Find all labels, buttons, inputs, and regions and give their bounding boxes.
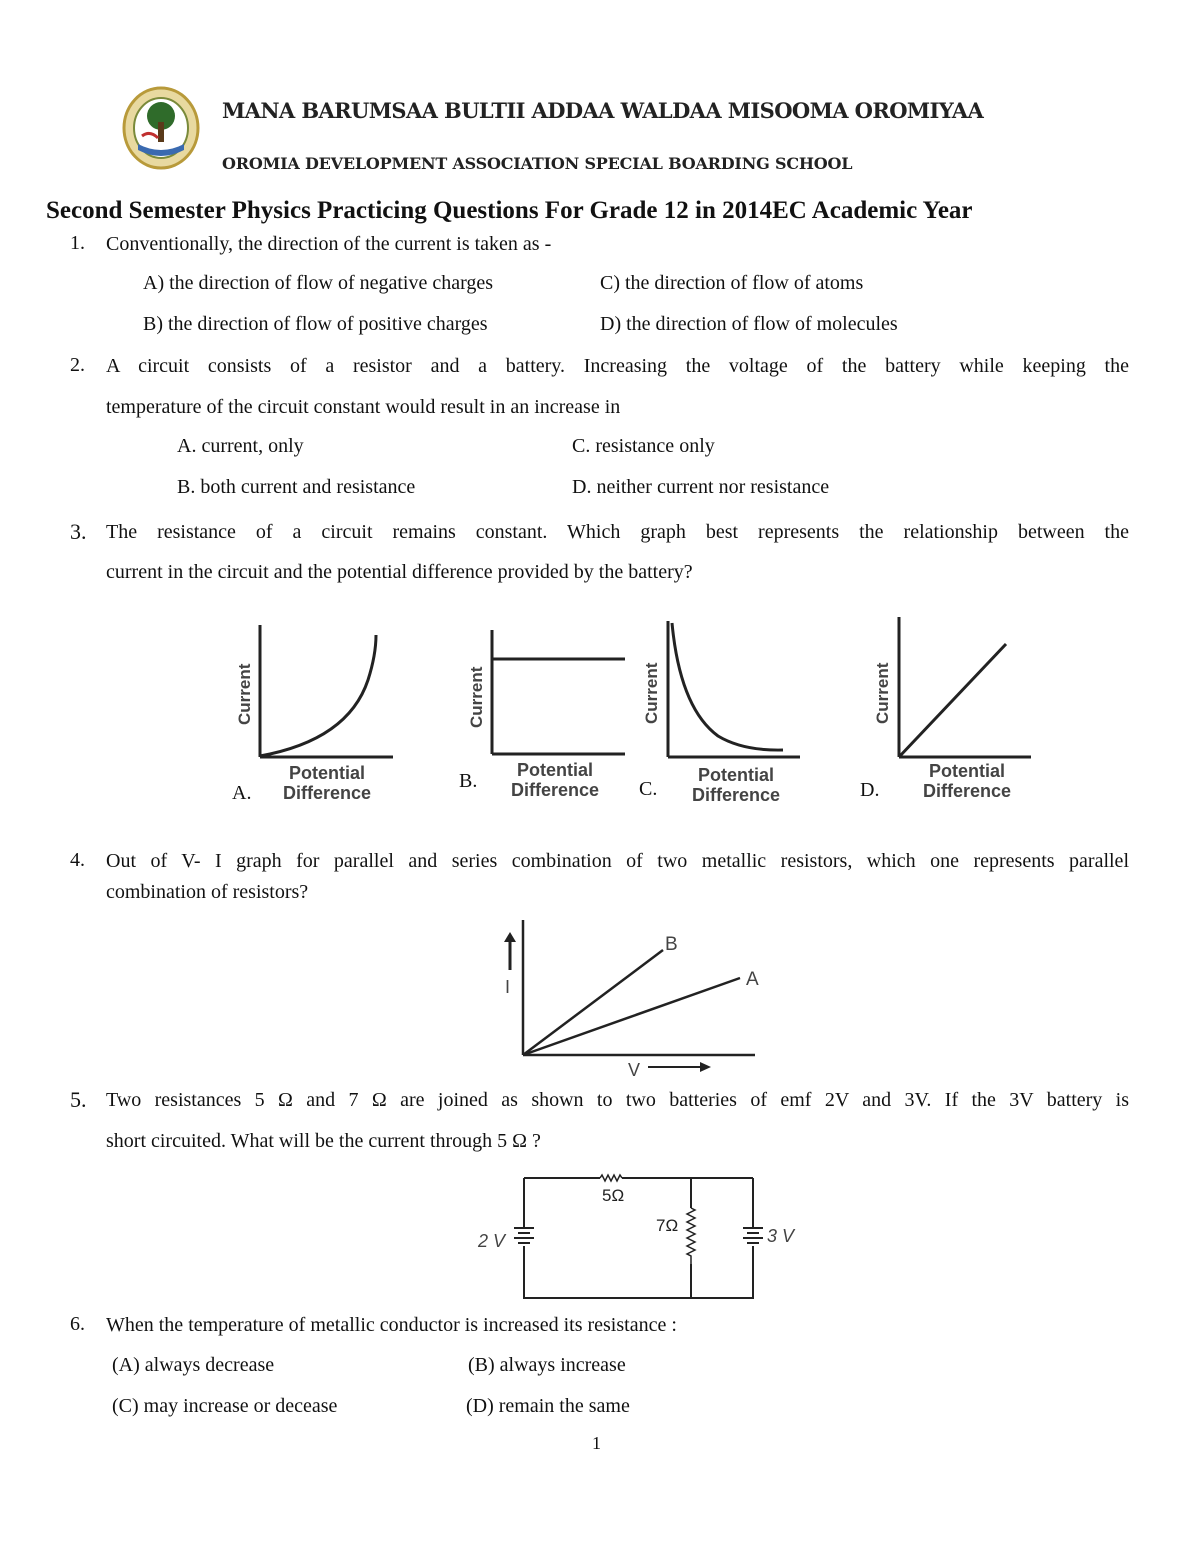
graph-b: [460, 620, 630, 765]
q2-number: 2.: [70, 354, 85, 376]
resistor-5-ohm: [600, 1175, 622, 1181]
q4-line-2: combination of resistors?: [106, 881, 309, 903]
graph-a-letter: A.: [232, 782, 252, 804]
q4-number: 4.: [70, 849, 85, 871]
vi-graph: [495, 918, 775, 1080]
graph-d-xlabel: Potential Difference: [922, 761, 1012, 801]
graph-c-ylabel: Current: [642, 662, 661, 724]
header-line-1: MANA BARUMSAA BULTII ADDAA WALDAA MISOOMA OROMIYAA: [222, 98, 984, 123]
i-axis-label: I: [505, 977, 511, 997]
q2-option-c: C. resistance only: [572, 435, 715, 457]
graph-c: [638, 618, 808, 763]
school-logo: [122, 86, 200, 170]
graph-d-line: [899, 644, 1006, 757]
q6-option-d: (D) remain the same: [466, 1395, 630, 1417]
q5-number: 5.: [70, 1087, 87, 1112]
graph-a-curve: [260, 635, 376, 756]
graph-c-letter: C.: [639, 778, 658, 800]
q4-line-1: Out of V- I graph for parallel and series combination of two metallic resistors, which one represents parallel: [106, 850, 1129, 872]
q1-option-a: A) the direction of flow of negative charges: [143, 272, 494, 294]
graph-c-curve: [672, 623, 783, 750]
graph-b-letter: B.: [459, 770, 478, 792]
q2-option-d: D. neither current nor resistance: [572, 476, 830, 498]
line-a: [523, 978, 740, 1055]
q6-option-c: (C) may increase or decease: [112, 1395, 338, 1417]
label-b: B: [665, 934, 678, 955]
graph-d-letter: D.: [860, 779, 880, 801]
q2-line-1: A circuit consists of a resistor and a battery. Increasing the voltage of the battery while keeping the: [106, 355, 1129, 377]
header-line-2: OROMIA DEVELOPMENT ASSOCIATION SPECIAL BOARDING SCHOOL: [222, 154, 853, 173]
page-number: 1: [592, 1433, 601, 1453]
q6-option-b: (B) always increase: [468, 1354, 626, 1376]
line-b: [523, 950, 663, 1055]
battery-2v: [514, 1228, 534, 1243]
v-axis-arrow: [700, 1062, 711, 1072]
graph-b-xlabel: Potential Difference: [510, 760, 600, 800]
q1-number: 1.: [70, 232, 85, 254]
battery-3v-label: 3 V: [767, 1226, 795, 1246]
graph-c-xlabel: Potential Difference: [691, 765, 781, 805]
resistor-5-label: 5Ω: [602, 1186, 625, 1205]
q1-option-b: B) the direction of flow of positive charges: [143, 313, 488, 335]
graph-d: [868, 614, 1038, 762]
battery-2v-label: 2 V: [478, 1231, 506, 1251]
label-a: A: [746, 969, 759, 990]
resistor-7-label: 7Ω: [656, 1216, 679, 1235]
i-axis-arrow: [504, 932, 516, 970]
page-title: Second Semester Physics Practicing Questions For Grade 12 in 2014EC Academic Year: [46, 197, 973, 224]
q1-option-d: D) the direction of flow of molecules: [600, 313, 898, 335]
q1-option-c: C) the direction of flow of atoms: [600, 272, 864, 294]
q5-line-1: Two resistances 5 Ω and 7 Ω are joined as shown to two batteries of emf 2V and 3V. If the 3V battery is: [106, 1089, 1129, 1111]
graph-a: [228, 620, 398, 765]
circuit-diagram: [470, 1168, 810, 1304]
q6-option-a: (A) always decrease: [112, 1354, 275, 1376]
q5-line-2: short circuited. What will be the current through 5 Ω ?: [106, 1130, 541, 1152]
q6-text: When the temperature of metallic conductor is increased its resistance :: [106, 1314, 677, 1336]
v-axis-label: V: [628, 1060, 641, 1080]
graph-d-ylabel: Current: [873, 662, 892, 724]
q6-number: 6.: [70, 1313, 85, 1335]
q3-line-1: The resistance of a circuit remains constant. Which graph best represents the relationship between the: [106, 521, 1129, 543]
resistor-7-ohm: [687, 1208, 695, 1264]
graph-a-ylabel: Current: [235, 663, 254, 725]
q3-line-2: current in the circuit and the potential difference provided by the battery?: [106, 561, 693, 583]
q2-line-2: temperature of the circuit constant would result in an increase in: [106, 396, 621, 418]
q2-option-b: B. both current and resistance: [177, 476, 416, 498]
q1-text: Conventionally, the direction of the current is taken as -: [106, 233, 552, 255]
graph-a-xlabel: Potential Difference: [282, 763, 372, 803]
graph-b-ylabel: Current: [467, 666, 486, 728]
battery-3v: [743, 1228, 763, 1243]
q2-option-a: A. current, only: [177, 435, 304, 457]
q3-number: 3.: [70, 519, 87, 544]
